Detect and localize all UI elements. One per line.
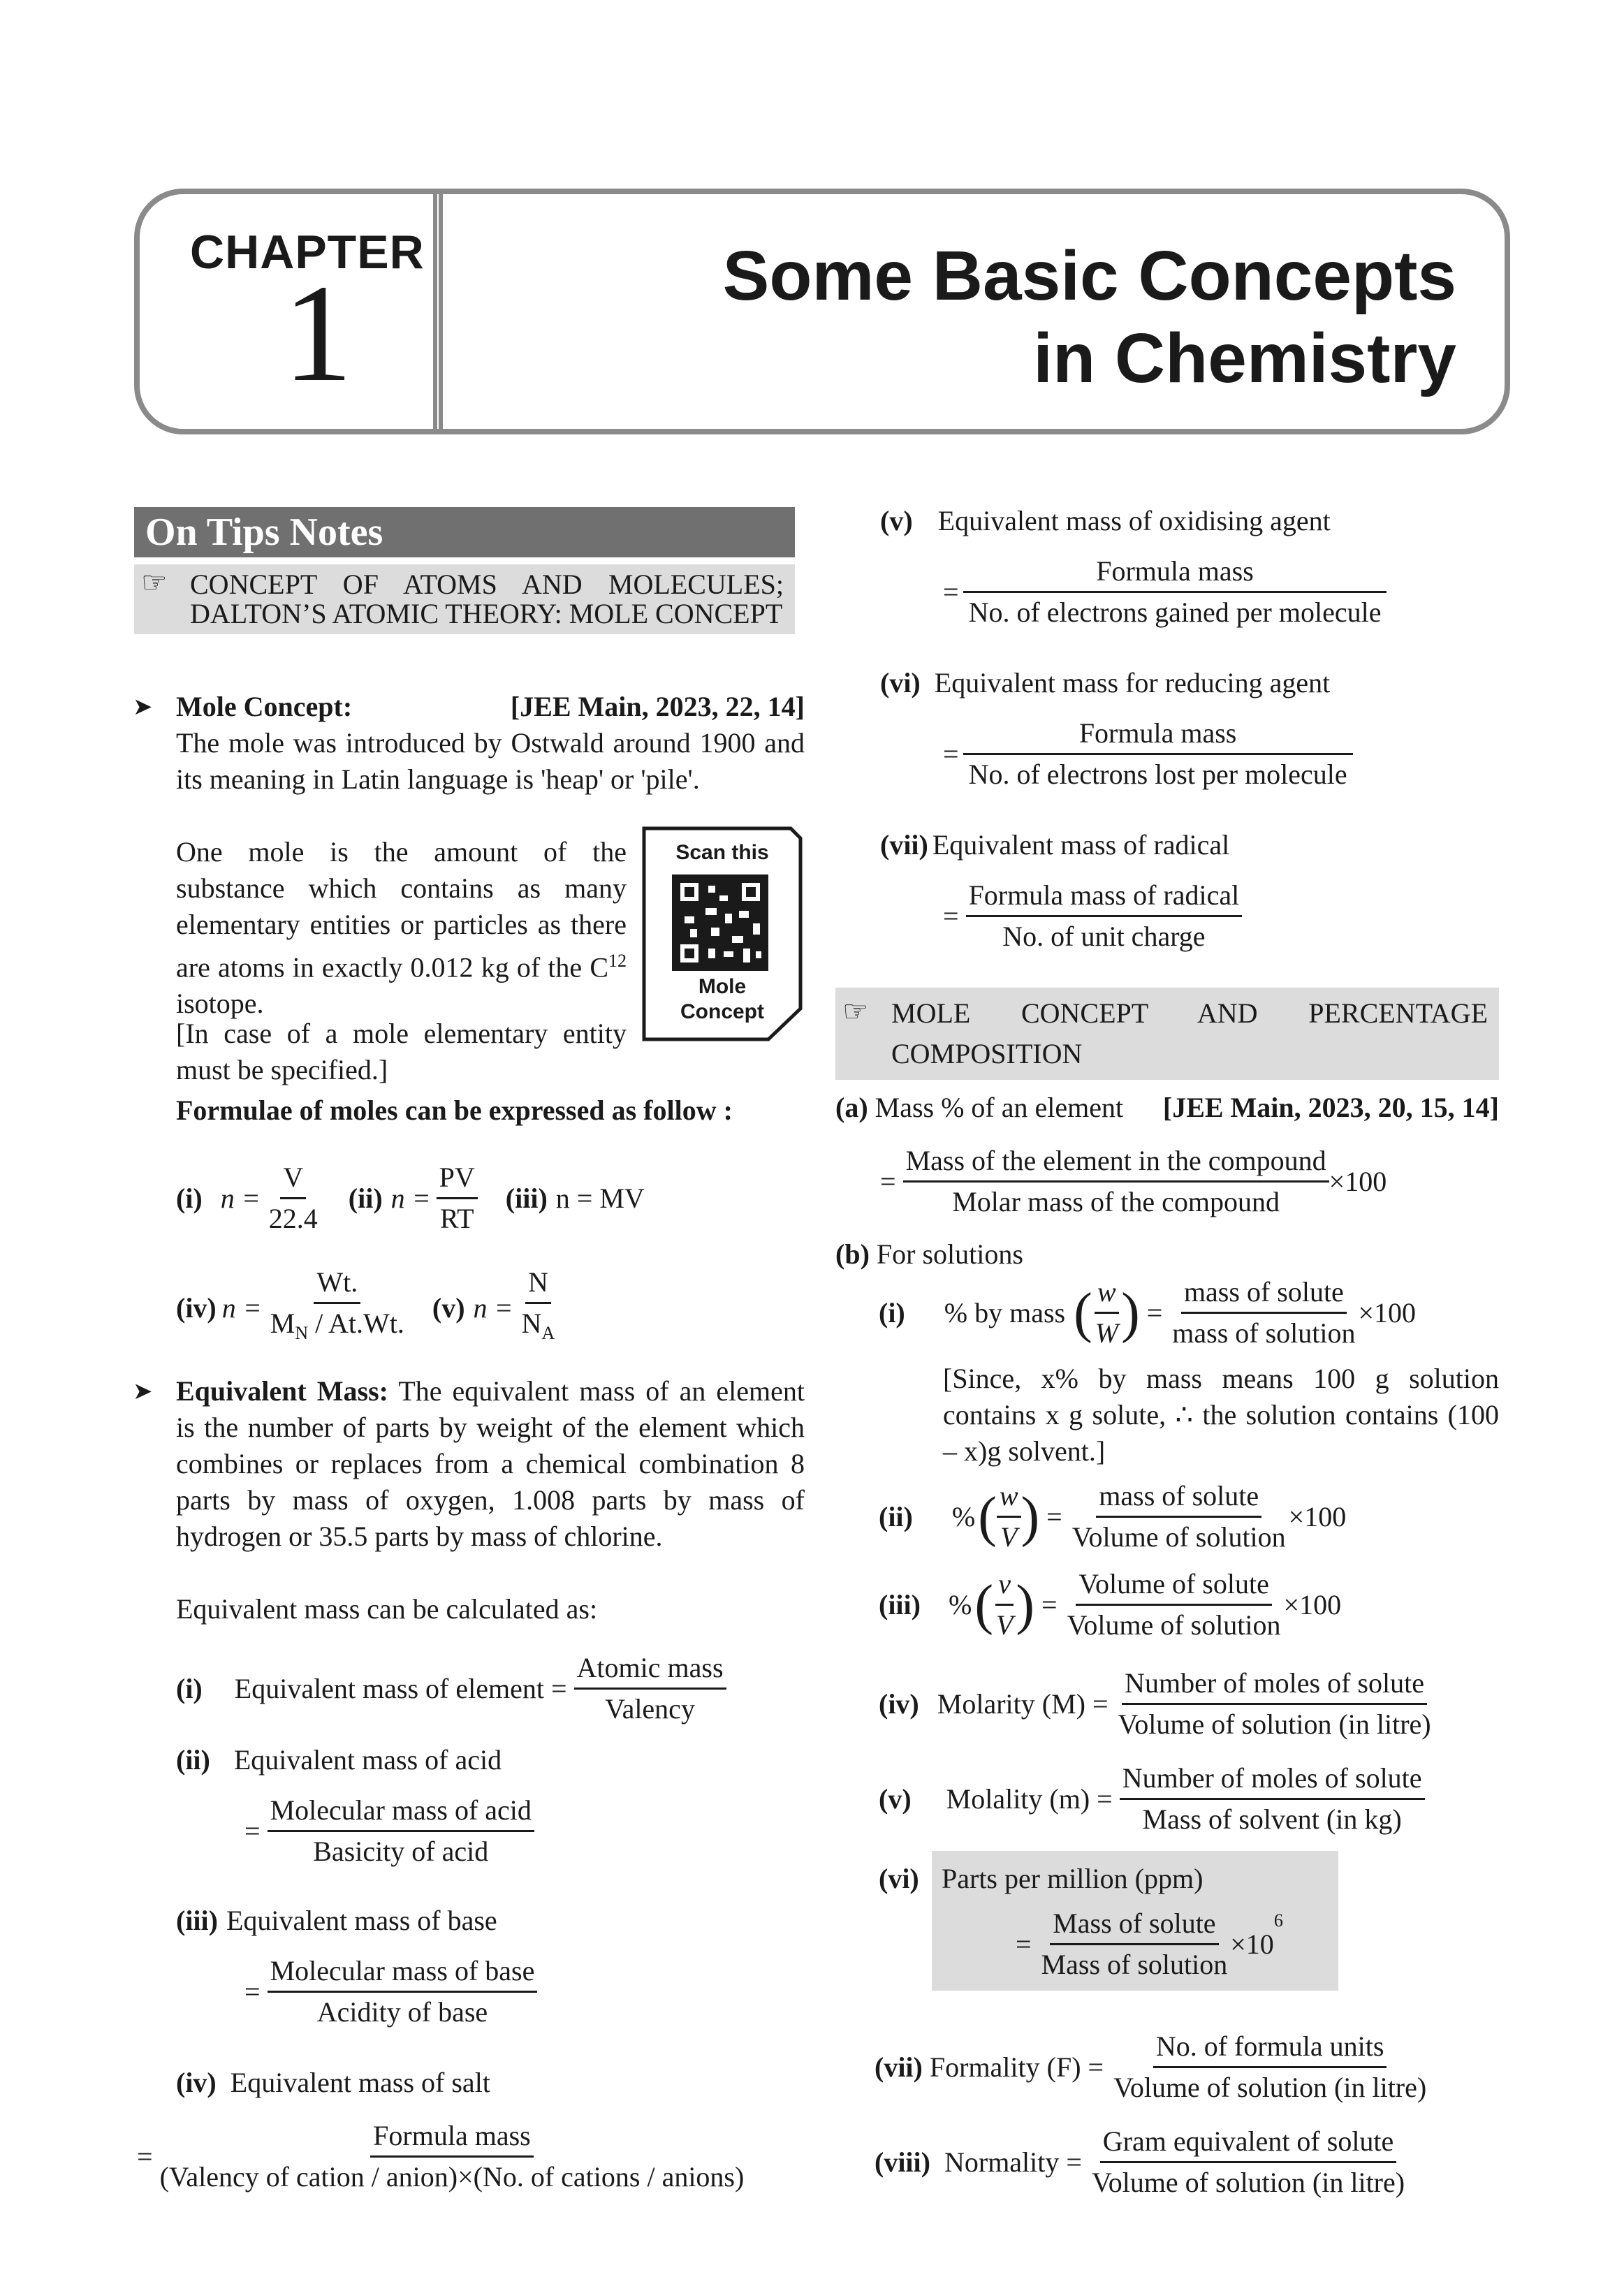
formality-formula: (vii) Formality (F) = $\frac{\text{No. of formula units}}{\text{Volume of solution (in litre)}}$ <box>875 2028 1429 2106</box>
chapter-number: 1 <box>283 256 353 411</box>
mole-para1: The mole was introduced by Ostwald around 1900 and its meaning in Latin language is 'heap' or 'pile'. <box>176 727 805 795</box>
topic-heading-percentage <box>835 988 1499 1080</box>
qr-caption-bottom-1: Mole <box>698 975 747 998</box>
equiv-salt-formula: = $\frac{\text{Formula mass}}{\text{(Valency of cation / anion)×(No. of cations / anions)}}$ <box>137 2118 747 2195</box>
formula-v-over-22-4: $\frac{V}{22.4}$ <box>266 1159 321 1237</box>
topic-heading-atoms <box>134 564 795 634</box>
mole-heading-row <box>176 689 805 725</box>
equiv-base-formula: = $\frac{\text{Molecular mass of base}}{\text{Acidity of base}}$ <box>237 1953 537 2030</box>
mole-formulas-row1: (i) n = $\frac{V}{22.4}$ (ii) n = $\frac{PV}{RT}$ (iii) n = MV <box>176 1159 645 1237</box>
section-banner: On Tips Notes <box>134 507 795 557</box>
equiv-acid-formula: = $\frac{\text{Molecular mass of acid}}{\text{Basicity of acid}}$ <box>237 1792 534 1870</box>
chapter-title-line2: in Chemistry <box>1033 319 1456 397</box>
formula-wt-over-mn: $\frac{Wt.}{M_N / At.Wt.}$ <box>268 1264 407 1352</box>
mole-para3: [In case of a mole elementary entity must be specified.] <box>176 1018 627 1085</box>
bullet-arrow-icon: ➤ <box>133 1379 153 1405</box>
equiv-salt-label: (iv) Equivalent mass of salt <box>176 2067 490 2098</box>
equiv-calc-line: Equivalent mass can be calculated as: <box>176 1593 598 1625</box>
molality-formula: (v) Molality (m) = $\frac{\text{Number of moles of solute}}{\text{Mass of solvent (in kg)}}$ <box>879 1760 1425 1838</box>
formulae-heading: Formulae of moles can be expressed as follow : <box>176 1095 733 1126</box>
topic-text: MOLE CONCEPT AND PERCENTAGE COMPOSITION <box>891 997 1488 1069</box>
equiv-reducing-label: (vi) Equivalent mass for reducing agent <box>880 667 1331 698</box>
ppm-highlight-box <box>932 1851 1338 1991</box>
ppm-formula: = $\frac{\text{Mass of solute}}{\text{Mass of solution}}$ ×10 $^6$ <box>1009 1905 1283 1983</box>
bullet-arrow-icon: ➤ <box>133 694 153 720</box>
equiv-oxidising-label: (v) Equivalent mass of oxidising agent <box>880 505 1331 536</box>
solution-i-formula: (i) % by mass ( $\frac{w}{W}$ ) = $\frac{\text{mass of solute}}{\text{mass of solution}}$ ×100 <box>879 1274 1416 1352</box>
qr-caption-bottom-2: Concept <box>680 1000 764 1023</box>
for-solutions-label: (b) For solutions <box>835 1238 1023 1270</box>
chapter-label: CHAPTER <box>190 226 425 279</box>
chapter-title-line1: Some Basic Concepts <box>722 237 1456 315</box>
normality-formula: (viii) Normality = $\frac{\text{Gram equivalent of solute}}{\text{Volume of solution (in litre)}}$ <box>875 2123 1407 2201</box>
molarity-formula: (iv) Molarity (M) = $\frac{\text{Number of moles of solute}}{\text{Volume of solution (in litre)}}$ <box>879 1665 1434 1743</box>
equiv-oxidising-formula: = $\frac{\text{Formula mass}}{\text{No. of electrons gained per molecule}}$ <box>936 553 1384 631</box>
qr-card[interactable] <box>641 826 803 1042</box>
solution-ii-formula: (ii) % ( $\frac{w}{V}$ ) = $\frac{\text{mass of solute}}{\text{Volume of solution}}$ ×100 <box>879 1478 1346 1555</box>
chapter-title <box>618 235 1456 400</box>
formula-pv-over-rt: $\frac{PV}{RT}$ <box>437 1159 478 1237</box>
mole-heading: Mole Concept: <box>176 691 353 722</box>
topic-text: CONCEPT OF ATOMS AND MOLECULES; DALTON’S ATOMIC THEORY: MOLE CONCEPT <box>190 569 784 629</box>
solution-i-note: [Since, x% by mass means 100 g solution contains x g solute, ∴ the solution contains (100 – x)g solvent.] <box>943 1363 1499 1467</box>
ppm-title: Parts per million (ppm) <box>942 1863 1204 1894</box>
mole-para2: One mole is the amount of the substance which contains as many elementary entities or particles as there are atoms in exactly 0.012 kg of the $C^{12}$ isotope. <box>176 836 627 1020</box>
mass-percent-formula: = $\frac{\text{Mass of the element in the compound}}{\text{Molar mass of the compound}}$ ×100 <box>873 1143 1387 1220</box>
mole-formulas-row2: (iv) n = $\frac{Wt.}{M_N / At.Wt.}$ (v) n = $\frac{N}{N_A}$ <box>176 1264 557 1352</box>
pointing-hand-icon: ☞ <box>141 567 168 599</box>
equiv-element: (i) Equivalent mass of element = $\frac{\text{Atomic mass}}{\text{Valency}}$ <box>176 1650 726 1727</box>
mole-ref: [JEE Main, 2023, 22, 14] <box>510 691 805 722</box>
qr-caption-top: Scan this <box>675 841 769 864</box>
equiv-radical-formula: = $\frac{\text{Formula mass of radical}}{\text{No. of unit charge}}$ <box>936 877 1242 955</box>
equiv-reducing-formula: = $\frac{\text{Formula mass}}{\text{No. of electrons lost per molecule}}$ <box>936 715 1350 793</box>
equiv-base-label: (iii) Equivalent mass of base <box>176 1905 497 1936</box>
equiv-acid-label: (ii) Equivalent mass of acid <box>176 1744 502 1776</box>
equiv-radical-label: (vii) Equivalent mass of radical <box>880 829 1230 861</box>
mass-percent-row: (a) Mass % of an element [JEE Main, 2023, 20, 15, 14] <box>835 1092 1499 1123</box>
equiv-para: Equivalent Mass: The equivalent mass of an element is the number of parts by weight of the element which combines or replaces from a chemical combination 8 parts by mass of oxygen, 1.008 parts by mass of hydrogen or 35.5 parts by mass of chlorine. <box>176 1375 805 1552</box>
pointing-hand-icon: ☞ <box>842 996 869 1028</box>
solution-iii-formula: (iii) % ( $\frac{v}{V}$ ) = $\frac{\text{Volume of solute}}{\text{Volume of solution}}$ ×100 <box>879 1566 1341 1644</box>
formula-n-over-na: $\frac{N}{N_A}$ <box>519 1264 558 1352</box>
ppm-label-num: (vi) <box>879 1863 919 1894</box>
header-divider <box>433 194 443 429</box>
